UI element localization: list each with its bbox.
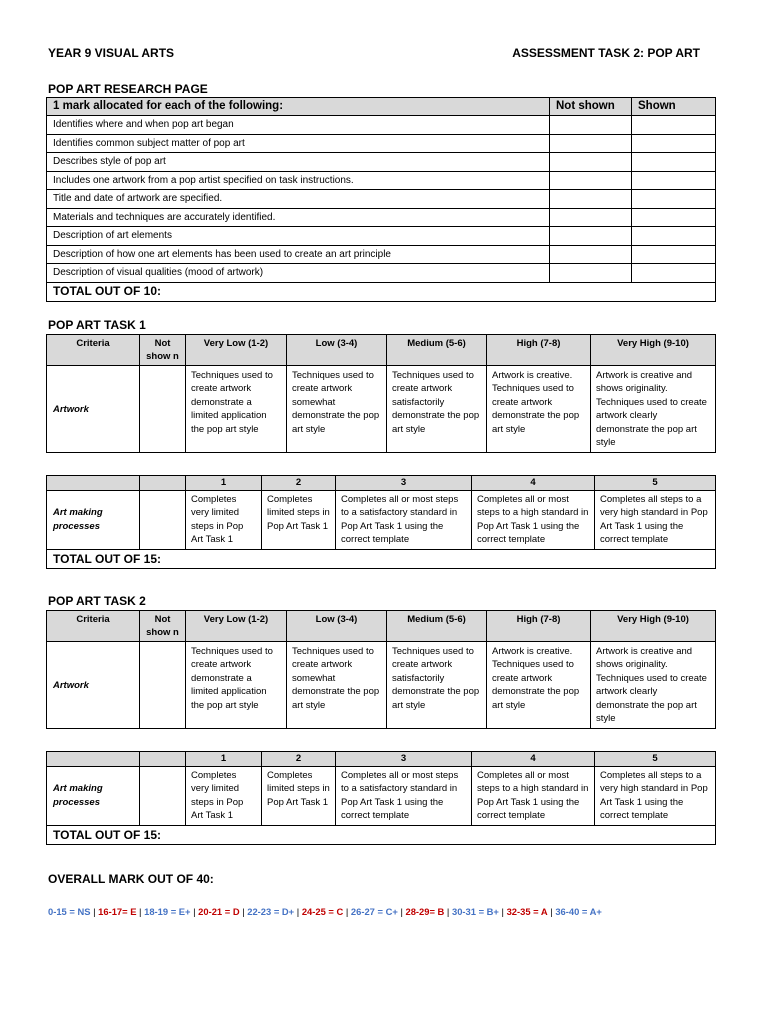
process-header-cell: 2: [262, 476, 336, 491]
rubric-header-cell: Low (3-4): [287, 611, 387, 642]
rubric-header-cell: Medium (5-6): [387, 335, 487, 366]
not-shown-cell: [550, 116, 632, 135]
criteria-cell: Art making processes: [47, 767, 140, 826]
grade-band: 20-21 = D: [198, 906, 240, 917]
not-shown-cell: [550, 208, 632, 227]
process-descriptor: Completes all steps to a very high standard in Pop Art Task 1 using the correct template: [595, 491, 716, 550]
task1-artwork-row: [47, 366, 716, 453]
scale-separator: |: [397, 906, 406, 917]
rubric-descriptor: Techniques used to create artwork demonstrate a limited application the pop art style: [186, 642, 287, 729]
not-shown-cell: [550, 134, 632, 153]
shown-cell: [632, 153, 716, 172]
scale-separator: |: [444, 906, 452, 917]
process-descriptor: Completes all or most steps to a satisfactory standard in Pop Art Task 1 using the correct template: [336, 491, 472, 550]
rubric-descriptor: Techniques used to create artwork somewhat demonstrate the pop art style: [287, 366, 387, 453]
grade-band: 16-17= E: [98, 906, 137, 917]
rubric-header-cell: Not show n: [140, 335, 186, 366]
research-row: [47, 171, 716, 190]
grade-band: 30-31 = B+: [451, 906, 499, 917]
research-criterion: Describes style of pop art: [47, 153, 550, 172]
rubric-header-cell: Criteria: [47, 335, 140, 366]
scale-separator: |: [498, 906, 507, 917]
task1-artwork-rubric: [46, 334, 716, 453]
research-row: [47, 227, 716, 246]
process-header-cell: 3: [336, 476, 472, 491]
process-header-cell: 2: [262, 752, 336, 767]
rubric-header-cell: Very High (9-10): [591, 611, 716, 642]
rubric-descriptor: Techniques used to create artwork satisfactorily demonstrate the pop art style: [387, 366, 487, 453]
task1-process-row: [47, 491, 716, 550]
shown-cell: [632, 134, 716, 153]
task1-total-row: [47, 549, 716, 568]
research-criterion: Identifies common subject matter of pop art: [47, 134, 550, 153]
research-criterion: Materials and techniques are accurately identified.: [47, 208, 550, 227]
process-descriptor: Completes all or most steps to a high standard in Pop Art Task 1 using the correct template: [472, 767, 595, 826]
rubric-header-cell: High (7-8): [487, 611, 591, 642]
scale-separator: |: [239, 906, 248, 917]
task2-artwork-rubric: [46, 610, 716, 729]
task2-process-header: [47, 752, 716, 767]
process-header-cell: 4: [472, 476, 595, 491]
research-head-shown: Shown: [632, 98, 716, 116]
rubric-header-cell: Medium (5-6): [387, 611, 487, 642]
process-descriptor: Completes all steps to a very high standard in Pop Art Task 1 using the correct template: [595, 767, 716, 826]
rubric-descriptor: Techniques used to create artwork satisfactorily demonstrate the pop art style: [387, 642, 487, 729]
process-header-cell: 3: [336, 752, 472, 767]
research-row: [47, 116, 716, 135]
not-shown-cell: [550, 190, 632, 209]
not-shown-cell: [550, 171, 632, 190]
scale-separator: |: [190, 906, 199, 917]
not-shown-cell: [550, 264, 632, 283]
grade-band: 28-29= B: [405, 906, 445, 917]
overall-mark-label: OVERALL MARK OUT OF 40:: [48, 872, 214, 886]
task1-total-label: TOTAL OUT OF 15:: [47, 549, 716, 568]
rubric-header-cell: Low (3-4): [287, 335, 387, 366]
shown-cell: [632, 264, 716, 283]
process-descriptor: Completes very limited steps in Pop Art Task 1: [186, 491, 262, 550]
document-title: YEAR 9 VISUAL ARTS: [48, 46, 175, 60]
task1-process-header: [47, 476, 716, 491]
assessment-title: ASSESSMENT TASK 2: POP ART: [512, 46, 700, 60]
task1-process-table: [46, 475, 716, 569]
process-descriptor: Completes all or most steps to a high standard in Pop Art Task 1 using the correct template: [472, 491, 595, 550]
research-criterion: Title and date of artwork are specified.: [47, 190, 550, 209]
criteria-cell: Artwork: [47, 642, 140, 729]
research-row: [47, 134, 716, 153]
research-header-row: [47, 98, 716, 116]
research-criterion: Description of art elements: [47, 227, 550, 246]
process-descriptor: Completes limited steps in Pop Art Task 1: [262, 491, 336, 550]
research-row: [47, 153, 716, 172]
research-criterion: Description of how one art elements has been used to create an art principle: [47, 245, 550, 264]
shown-cell: [632, 190, 716, 209]
task2-artwork-row: [47, 642, 716, 729]
rubric-header-cell: Not show n: [140, 611, 186, 642]
process-header-cell: 5: [595, 476, 716, 491]
research-total-row: [47, 282, 716, 301]
not-shown-cell: [550, 153, 632, 172]
rubric-header-cell: High (7-8): [487, 335, 591, 366]
shown-cell: [632, 116, 716, 135]
scale-separator: |: [547, 906, 556, 917]
not-shown-cell: [140, 767, 186, 826]
task1-section-title: POP ART TASK 1: [48, 318, 146, 332]
research-criterion: Description of visual qualities (mood of artwork): [47, 264, 550, 283]
rubric-descriptor: Artwork is creative and shows originality. Techniques used to create artwork clearly demonstrate the pop art style: [591, 366, 716, 453]
process-descriptor: Completes limited steps in Pop Art Task 1: [262, 767, 336, 826]
task2-total-label: TOTAL OUT OF 15:: [47, 825, 716, 844]
research-row: [47, 208, 716, 227]
not-shown-cell: [140, 642, 186, 729]
process-descriptor: Completes all or most steps to a satisfactory standard in Pop Art Task 1 using the correct template: [336, 767, 472, 826]
research-row: [47, 190, 716, 209]
grade-band: 0-15 = NS: [48, 906, 91, 917]
scale-separator: |: [343, 906, 351, 917]
not-shown-cell: [550, 245, 632, 264]
task2-process-row: [47, 767, 716, 826]
research-row: [47, 264, 716, 283]
grade-band: 18-19 = E+: [144, 906, 191, 917]
scale-separator: |: [90, 906, 99, 917]
grade-band: 26-27 = C+: [350, 906, 398, 917]
process-header-cell: 1: [186, 476, 262, 491]
rubric-header-cell: Very High (9-10): [591, 335, 716, 366]
research-criterion: Identifies where and when pop art began: [47, 116, 550, 135]
not-shown-cell: [140, 366, 186, 453]
rubric-header-cell: Very Low (1-2): [186, 611, 287, 642]
criteria-cell: Artwork: [47, 366, 140, 453]
research-criterion: Includes one artwork from a pop artist specified on task instructions.: [47, 171, 550, 190]
process-header-cell: 4: [472, 752, 595, 767]
grade-band: 24-25 = C: [301, 906, 344, 917]
research-section-title: POP ART RESEARCH PAGE: [48, 82, 208, 96]
research-table: [46, 97, 716, 302]
grade-band: 22-23 = D+: [247, 906, 295, 917]
grade-scale: [48, 906, 602, 917]
research-head-criteria: 1 mark allocated for each of the following:: [47, 98, 550, 116]
process-header-cell: [47, 476, 140, 491]
process-header-cell: 1: [186, 752, 262, 767]
not-shown-cell: [550, 227, 632, 246]
process-descriptor: Completes very limited steps in Pop Art Task 1: [186, 767, 262, 826]
shown-cell: [632, 245, 716, 264]
rubric-descriptor: Techniques used to create artwork somewhat demonstrate the pop art style: [287, 642, 387, 729]
process-header-cell: 5: [595, 752, 716, 767]
process-header-cell: [140, 752, 186, 767]
scale-separator: |: [136, 906, 145, 917]
task2-process-table: [46, 751, 716, 845]
task2-rubric-header: [47, 611, 716, 642]
shown-cell: [632, 208, 716, 227]
rubric-descriptor: Artwork is creative. Techniques used to create artwork demonstrate the pop art style: [487, 642, 591, 729]
not-shown-cell: [140, 491, 186, 550]
process-header-cell: [47, 752, 140, 767]
rubric-header-cell: Very Low (1-2): [186, 335, 287, 366]
rubric-descriptor: Artwork is creative. Techniques used to create artwork demonstrate the pop art style: [487, 366, 591, 453]
scale-separator: |: [294, 906, 302, 917]
task2-total-row: [47, 825, 716, 844]
research-head-not-shown: Not shown: [550, 98, 632, 116]
research-total-label: TOTAL OUT OF 10:: [47, 282, 716, 301]
shown-cell: [632, 171, 716, 190]
rubric-descriptor: Techniques used to create artwork demonstrate a limited application the pop art style: [186, 366, 287, 453]
grade-band: 36-40 = A+: [555, 906, 602, 917]
research-row: [47, 245, 716, 264]
shown-cell: [632, 227, 716, 246]
criteria-cell: Art making processes: [47, 491, 140, 550]
rubric-header-cell: Criteria: [47, 611, 140, 642]
task2-section-title: POP ART TASK 2: [48, 594, 146, 608]
grade-band: 32-35 = A: [506, 906, 548, 917]
rubric-descriptor: Artwork is creative and shows originality. Techniques used to create artwork clearly demonstrate the pop art style: [591, 642, 716, 729]
process-header-cell: [140, 476, 186, 491]
task1-rubric-header: [47, 335, 716, 366]
